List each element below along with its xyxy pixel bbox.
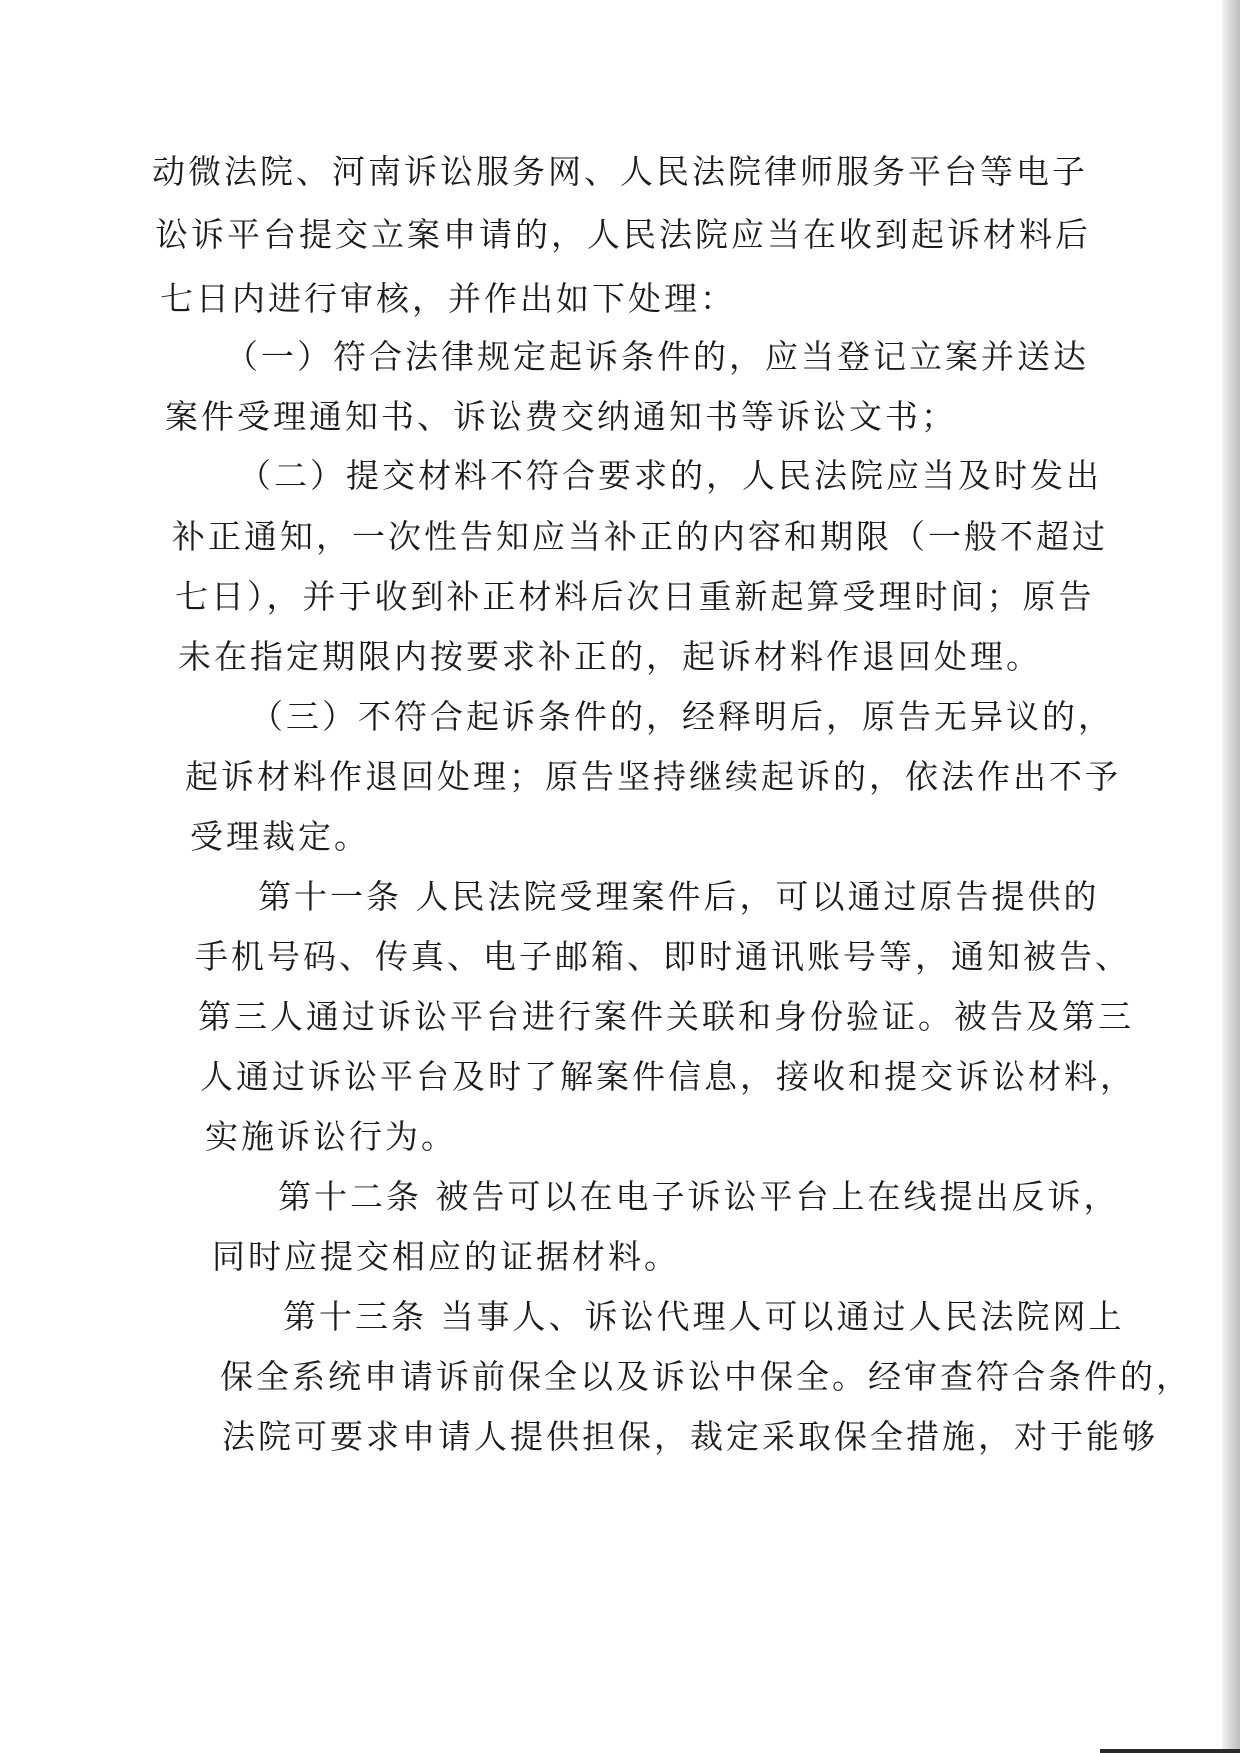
text-line: 受理裁定。 (190, 817, 370, 856)
text-line: 七日内进行审核，并作出如下处理： (160, 279, 736, 318)
text-line: 讼诉平台提交立案申请的，人民法院应当在收到起诉材料后 (155, 215, 1091, 254)
text-line: （三）不符合起诉条件的，经释明后，原告无异议的， (250, 697, 1114, 736)
text-line: （一）符合法律规定起诉条件的，应当登记立案并送达 (225, 337, 1089, 376)
text-line: 同时应提交相应的证据材料。 (212, 1237, 680, 1276)
text-line: 法院可要求申请人提供担保，裁定采取保全措施，对于能够 (222, 1417, 1158, 1456)
text-line: 人通过诉讼平台及时了解案件信息，接收和提交诉讼材料， (200, 1057, 1136, 1096)
text-line: 第十一条 人民法院受理案件后，可以通过原告提供的 (258, 877, 1100, 916)
scan-bottom-edge (1100, 1749, 1240, 1753)
text-line: 实施诉讼行为。 (205, 1117, 457, 1156)
text-line: 保全系统申请诉前保全以及诉讼中保全。经审查符合条件的， (220, 1357, 1192, 1396)
text-line: 补正通知，一次性告知应当补正的内容和期限（一般不超过 (172, 517, 1108, 556)
text-line: 案件受理通知书、诉讼费交纳通知书等诉讼文书； (165, 397, 957, 436)
text-line: 第十三条 当事人、诉讼代理人可以通过人民法院网上 (283, 1297, 1125, 1336)
text-line: 起诉材料作退回处理；原告坚持继续起诉的，依法作出不予 (185, 757, 1121, 796)
text-line: 未在指定期限内按要求补正的，起诉材料作退回处理。 (178, 637, 1042, 676)
text-line: （二）提交材料不符合要求的，人民法院应当及时发出 (238, 456, 1102, 495)
text-line: 手机号码、传真、电子邮箱、即时通讯账号等，通知被告、 (195, 937, 1131, 976)
scan-edge-shadow (1222, 0, 1240, 1753)
text-line: 第十二条 被告可以在电子诉讼平台上在线提出反诉， (278, 1177, 1120, 1216)
text-line: 第三人通过诉讼平台进行案件关联和身份验证。被告及第三 (198, 997, 1134, 1036)
text-line: 七日），并于收到补正材料后次日重新起算受理时间；原告 (175, 577, 1095, 616)
text-line: 动微法院、河南诉讼服务网、人民法院律师服务平台等电子 (152, 152, 1088, 191)
